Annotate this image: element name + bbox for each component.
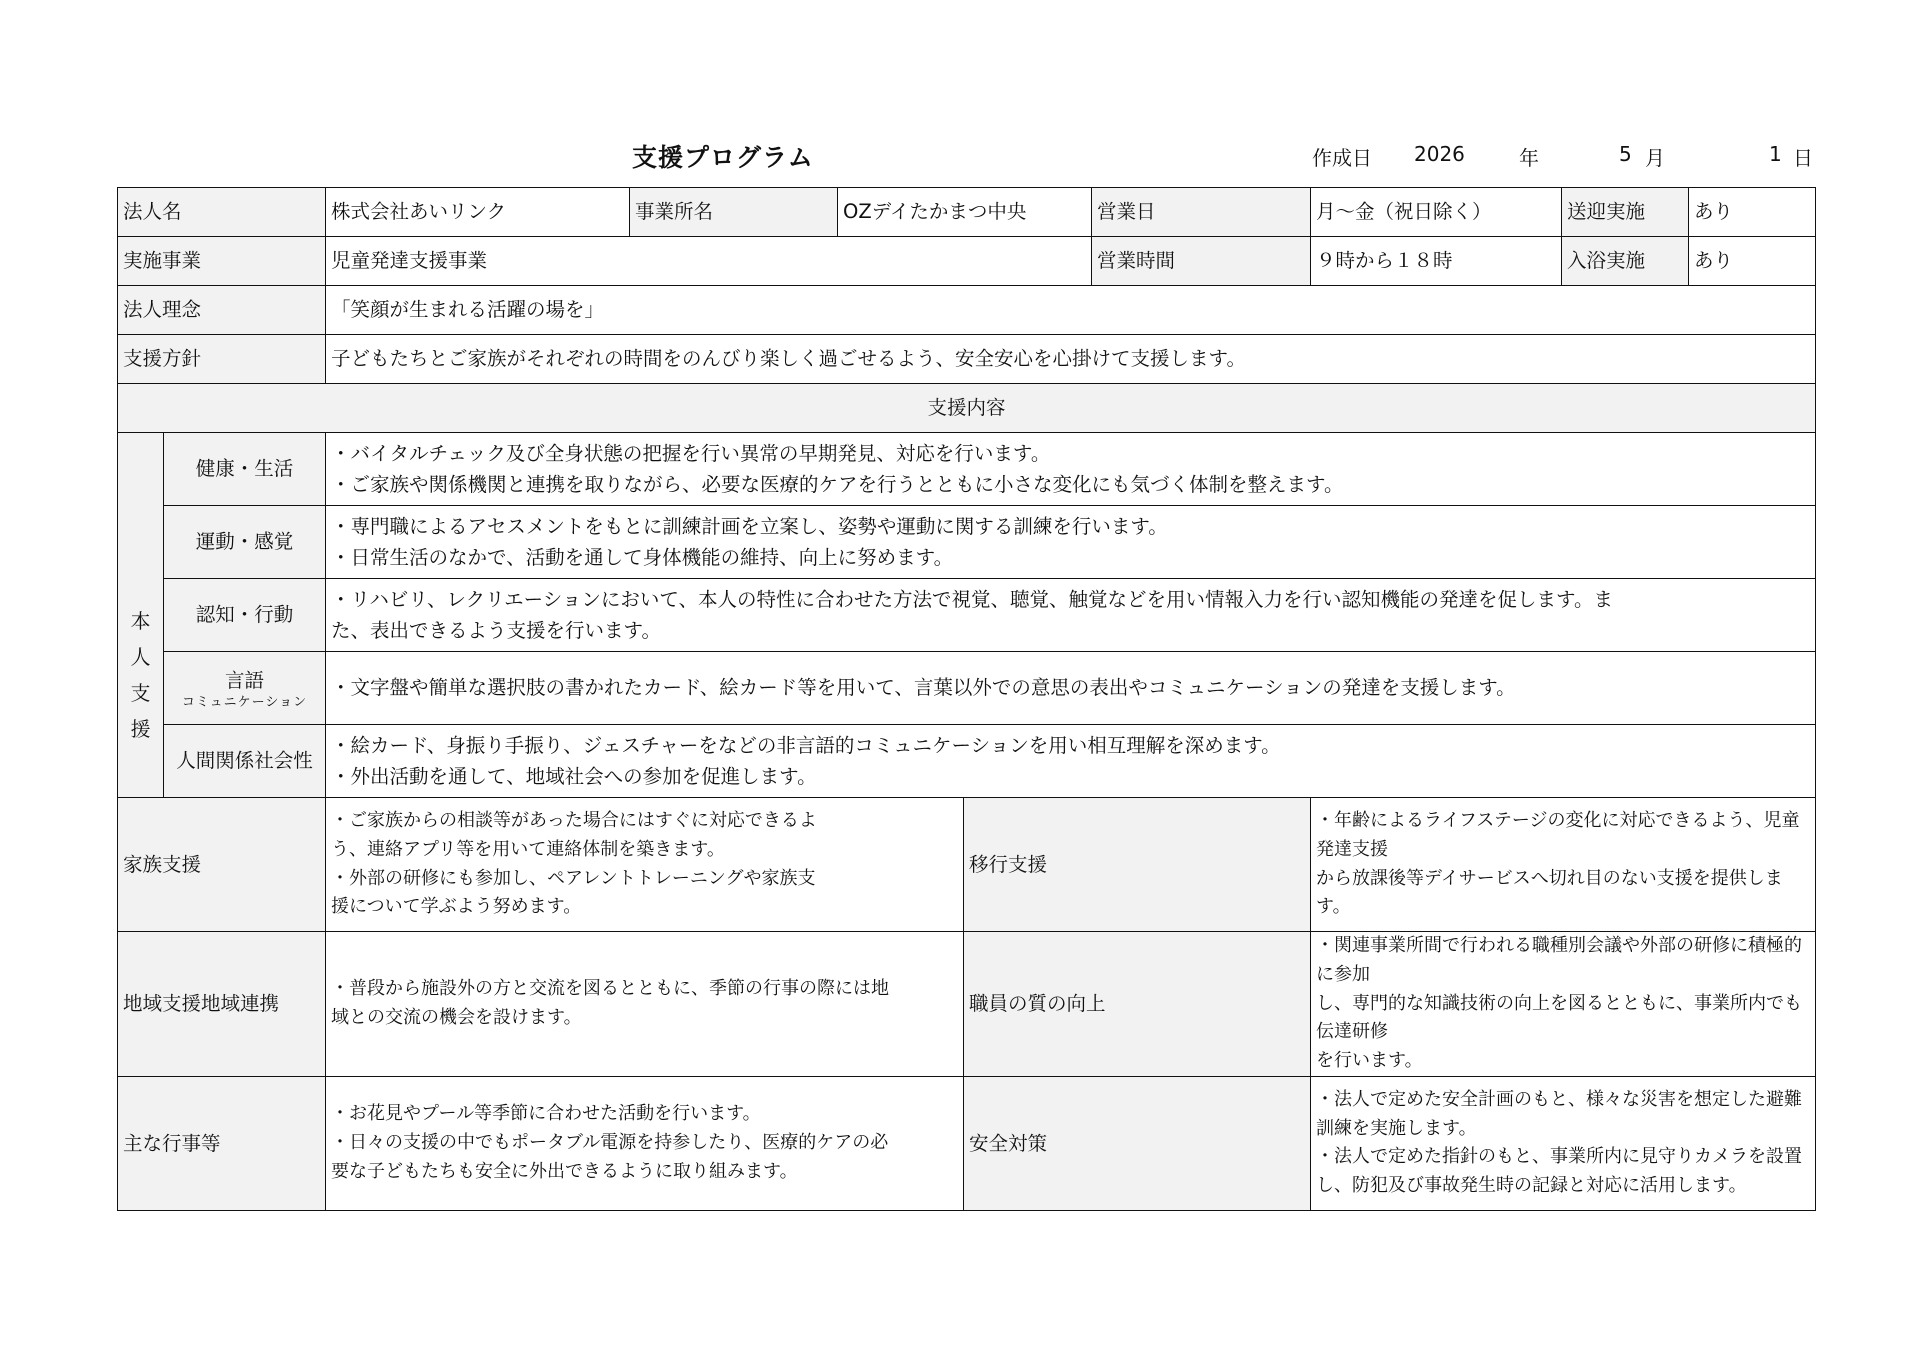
creation-date	[1312, 142, 1813, 172]
transport-value: あり	[1689, 188, 1816, 237]
family-support-content: ・ご家族からの相談等があった場合にはすぐに対応できるよ う、連絡アプリ等を用いて連絡体制を築きます。 ・外部の研修にも参加し、ペアレントトレーニングや家族支 援について学ぶよう努めます。	[326, 798, 964, 932]
staff-quality-label: 職員の質の向上	[964, 932, 1311, 1077]
row-events-safety	[118, 1076, 1816, 1210]
row-cognition	[118, 579, 1816, 652]
row-health	[118, 433, 1816, 506]
content-header: 支援内容	[118, 384, 1816, 433]
business-days-value: 月～金（祝日除く）	[1311, 188, 1562, 237]
business-hours-label: 営業時間	[1092, 237, 1311, 286]
philosophy-value: 「笑顔が生まれる活躍の場を」	[326, 286, 1816, 335]
philosophy-label: 法人理念	[118, 286, 326, 335]
document-header	[117, 138, 1813, 174]
family-support-label: 家族支援	[118, 798, 326, 932]
category-motor: 運動・感覚	[164, 506, 326, 579]
row-content-header	[118, 384, 1816, 433]
transition-support-content: ・年齢によるライフステージの変化に対応できるよう、児童発達支援 から放課後等デイサービスへ切れ目のない支援を提供します。	[1311, 798, 1816, 932]
safety-content: ・法人で定めた安全計画のもと、様々な災害を想定した避難 訓練を実施します。 ・法人で定めた指針のもと、事業所内に見守りカメラを設置 し、防犯及び事故発生時の記録と対応に活用します。	[1311, 1076, 1816, 1210]
business-days-label: 営業日	[1092, 188, 1311, 237]
bath-value: あり	[1689, 237, 1816, 286]
events-label: 主な行事等	[118, 1076, 326, 1210]
health-content: ・バイタルチェック及び全身状態の把握を行い異常の早期発見、対応を行います。 ・ご家族や関係機関と連携を取りながら、必要な医療的ケアを行うとともに小さな変化にも気づく体制を整えます。	[326, 433, 1816, 506]
row-service	[118, 237, 1816, 286]
community-label: 地域支援地域連携	[118, 932, 326, 1077]
service-value: 児童発達支援事業	[326, 237, 1092, 286]
bath-label: 入浴実施	[1562, 237, 1689, 286]
social-content: ・絵カード、身振り手振り、ジェスチャーをなどの非言語的コミュニケーションを用い相互理解を深めます。 ・外出活動を通して、地域社会への参加を促進します。	[326, 725, 1816, 798]
policy-label: 支援方針	[118, 335, 326, 384]
personal-support-label: 本人支援	[118, 433, 164, 798]
transition-support-label: 移行支援	[964, 798, 1311, 932]
events-content: ・お花見やプール等季節に合わせた活動を行います。 ・日々の支援の中でもポータブル電源を持参したり、医療的ケアの必 要な子どもたちも安全に外出できるように取り組みます。	[326, 1076, 964, 1210]
row-basic-info	[118, 188, 1816, 237]
row-philosophy	[118, 286, 1816, 335]
row-motor	[118, 506, 1816, 579]
category-health: 健康・生活	[164, 433, 326, 506]
safety-label: 安全対策	[964, 1076, 1311, 1210]
date-year-unit: 年	[1519, 146, 1539, 170]
row-community-staff	[118, 932, 1816, 1077]
community-content: ・普段から施設外の方と交流を図るとともに、季節の行事の際には地 域との交流の機会を設けます。	[326, 932, 964, 1077]
support-program-table	[117, 187, 1816, 1211]
page-title: 支援プログラム	[632, 143, 814, 172]
date-label: 作成日	[1312, 146, 1372, 170]
date-month-unit: 月	[1645, 146, 1665, 170]
office-name-label: 事業所名	[630, 188, 838, 237]
corp-name-label: 法人名	[118, 188, 326, 237]
date-day: 1	[1769, 142, 1782, 166]
row-language	[118, 652, 1816, 725]
service-label: 実施事業	[118, 237, 326, 286]
category-language: 言語 コミュニケーション	[164, 652, 326, 725]
cognition-content: ・リハビリ、レクリエーションにおいて、本人の特性に合わせた方法で視覚、聴覚、触覚などを用い情報入力を行い認知機能の発達を促します。ま た、表出できるよう支援を行います。	[326, 579, 1816, 652]
date-day-unit: 日	[1793, 146, 1813, 170]
staff-quality-content: ・関連事業所間で行われる職種別会議や外部の研修に積極的に参加 し、専門的な知識技術の向上を図るとともに、事業所内でも伝達研修 を行います。	[1311, 932, 1816, 1077]
category-social: 人間関係社会性	[164, 725, 326, 798]
row-social	[118, 725, 1816, 798]
category-cognition: 認知・行動	[164, 579, 326, 652]
row-family-transition	[118, 798, 1816, 932]
office-name-value: OZデイたかまつ中央	[838, 188, 1092, 237]
date-year: 2026	[1414, 142, 1465, 166]
business-hours-value: ９時から１８時	[1311, 237, 1562, 286]
motor-content: ・専門職によるアセスメントをもとに訓練計画を立案し、姿勢や運動に関する訓練を行います。 ・日常生活のなかで、活動を通して身体機能の維持、向上に努めます。	[326, 506, 1816, 579]
language-content: ・文字盤や簡単な選択肢の書かれたカード、絵カード等を用いて、言葉以外での意思の表出やコミュニケーションの発達を支援します。	[326, 652, 1816, 725]
policy-value: 子どもたちとご家族がそれぞれの時間をのんびり楽しく過ごせるよう、安全安心を心掛けて支援します。	[326, 335, 1816, 384]
transport-label: 送迎実施	[1562, 188, 1689, 237]
row-policy	[118, 335, 1816, 384]
corp-name-value: 株式会社あいリンク	[326, 188, 630, 237]
date-month: 5	[1619, 142, 1632, 166]
